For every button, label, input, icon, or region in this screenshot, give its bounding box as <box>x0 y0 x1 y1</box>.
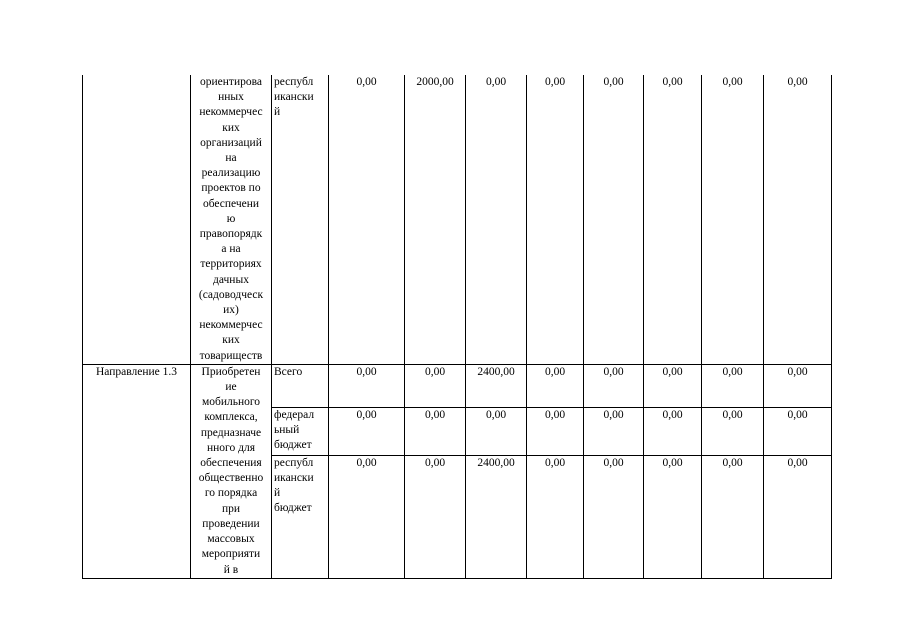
direction-cell <box>83 75 191 364</box>
funding-source-line: икански <box>274 91 314 104</box>
measure-name-line: реализацию <box>201 167 261 180</box>
value-cell: 2400,00 <box>466 364 527 407</box>
value-cell: 0,00 <box>329 75 405 364</box>
measure-name-line: проведении <box>202 517 260 530</box>
value-cell: 0,00 <box>644 75 702 364</box>
funding-source-cell <box>272 407 329 455</box>
budget-table <box>82 75 832 579</box>
value-cell: 0,00 <box>764 455 832 578</box>
value-cell: 0,00 <box>466 407 527 455</box>
measure-name-line: (садоводческ <box>198 288 264 301</box>
value-cell: 0,00 <box>405 364 466 407</box>
value-cell: 0,00 <box>527 364 584 407</box>
measure-name-line: товариществ <box>199 349 263 362</box>
value-cell: 0,00 <box>584 455 644 578</box>
funding-source-line: федерал <box>274 408 315 421</box>
funding-source-line: бюджет <box>274 502 312 515</box>
measure-name-line: территориях <box>200 258 262 271</box>
measure-name-line: ю <box>226 212 236 225</box>
value-cell: 2400,00 <box>466 455 527 578</box>
value-cell: 0,00 <box>702 364 764 407</box>
measure-name-line: й в <box>223 563 239 576</box>
measure-name-line: ориентирова <box>200 76 262 88</box>
measure-name-line: ких <box>222 334 240 347</box>
measure-name-line: проектов по <box>201 182 261 195</box>
value-cell: 0,00 <box>329 364 405 407</box>
funding-source-line: республ <box>274 456 314 469</box>
value-cell: 0,00 <box>584 364 644 407</box>
value-cell: 0,00 <box>527 407 584 455</box>
value-cell: 0,00 <box>702 407 764 455</box>
measure-name-line: обеспечени <box>202 197 260 210</box>
funding-source-line: й <box>274 106 281 119</box>
funding-source-cell <box>272 364 329 407</box>
value-cell: 2000,00 <box>405 75 466 364</box>
measure-name-line: ких <box>222 121 240 134</box>
measure-name-line: мобильного <box>201 396 261 409</box>
value-cell: 0,00 <box>584 407 644 455</box>
value-cell: 0,00 <box>644 455 702 578</box>
value-cell: 0,00 <box>405 455 466 578</box>
value-cell: 0,00 <box>329 455 405 578</box>
value-cell: 0,00 <box>702 455 764 578</box>
measure-name-line: правопорядк <box>199 228 263 241</box>
funding-source-line: Всего <box>274 365 303 378</box>
value-cell: 0,00 <box>764 407 832 455</box>
measure-name-line: Приобретен <box>201 365 261 378</box>
measure-name-line: обеспечения <box>200 457 262 470</box>
measure-name-line: го порядка <box>204 487 258 500</box>
measure-name-line: а на <box>221 243 241 256</box>
funding-source-cell <box>272 455 329 578</box>
measure-name-line: на <box>225 152 237 165</box>
measure-name-line: нного для <box>207 441 255 454</box>
measure-name-cell <box>191 364 272 578</box>
table-row <box>83 364 832 407</box>
measure-name-line: некоммерчес <box>199 106 263 119</box>
measure-name-line: организаций <box>200 136 262 149</box>
funding-source-cell <box>272 75 329 364</box>
measure-name-line: их) <box>223 304 239 317</box>
funding-source-line: ьный <box>274 424 300 437</box>
value-cell: 0,00 <box>466 75 527 364</box>
value-cell: 0,00 <box>405 407 466 455</box>
measure-name-line: предназначе <box>200 426 262 439</box>
measure-name-line: дачных <box>213 273 249 286</box>
value-cell: 0,00 <box>764 75 832 364</box>
measure-name-cell <box>191 75 272 364</box>
value-cell: 0,00 <box>329 407 405 455</box>
measure-name-line: нных <box>218 91 244 104</box>
table-row <box>83 75 832 364</box>
value-cell: 0,00 <box>644 364 702 407</box>
value-cell: 0,00 <box>702 75 764 364</box>
funding-source-line: бюджет <box>274 439 312 452</box>
value-cell: 0,00 <box>527 75 584 364</box>
measure-name-line: массовых <box>207 533 255 546</box>
direction-cell: Направление 1.3 <box>83 364 191 578</box>
measure-name-line: мероприяти <box>201 548 261 561</box>
measure-name-line: некоммерчес <box>199 319 263 332</box>
measure-name-line: ие <box>225 381 237 394</box>
funding-source-line: икански <box>274 471 314 484</box>
value-cell: 0,00 <box>764 364 832 407</box>
value-cell: 0,00 <box>644 407 702 455</box>
funding-source-line: республ <box>274 76 314 88</box>
measure-name-line: комплекса, <box>204 411 258 424</box>
value-cell: 0,00 <box>527 455 584 578</box>
value-cell: 0,00 <box>584 75 644 364</box>
measure-name-line: общественно <box>198 472 264 485</box>
funding-source-line: й <box>274 487 281 500</box>
measure-name-line: при <box>221 502 241 515</box>
